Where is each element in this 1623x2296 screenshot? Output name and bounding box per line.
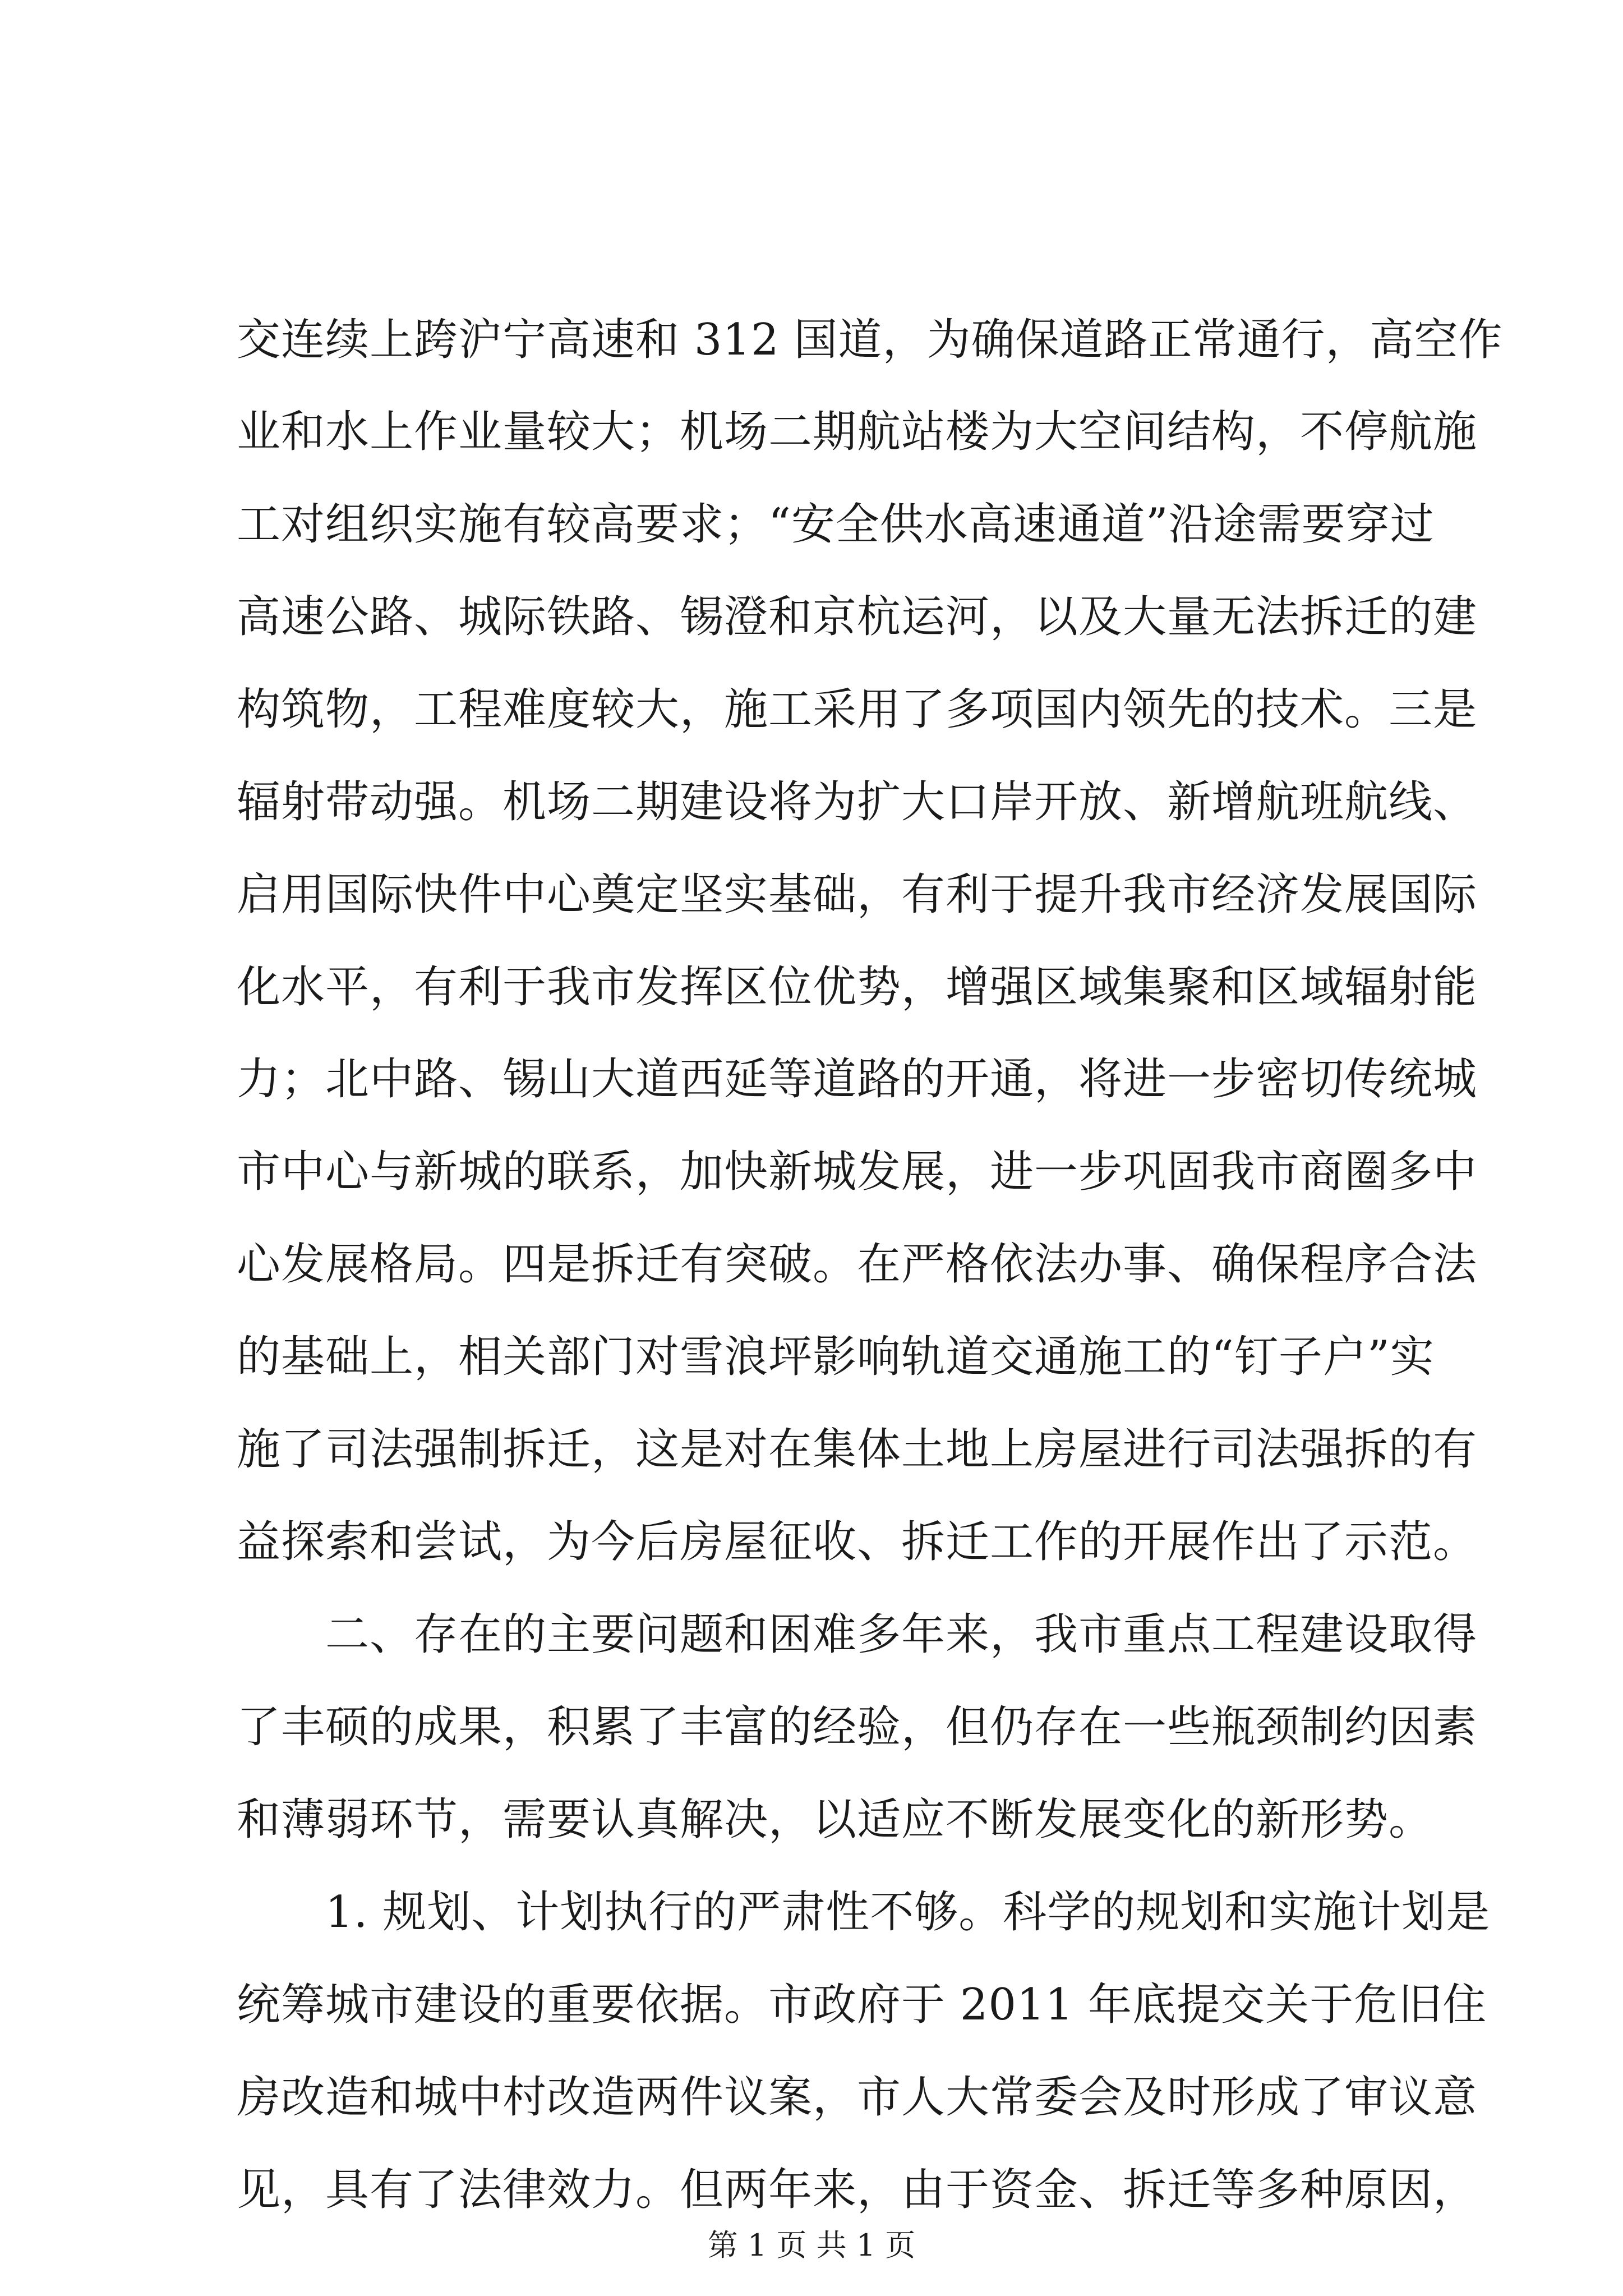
text-line: 和薄弱环节，需要认真解决，以适应不断发展变化的新形势。 bbox=[237, 1795, 1433, 1845]
text-line: 力；北中路、锡山大道西延等道路的开通，将进一步密切传统城 bbox=[237, 1054, 1478, 1105]
text-line: 启用国际快件中心奠定坚实基础，有利于提升我市经济发展国际 bbox=[237, 869, 1478, 920]
text-line: 房改造和城中村改造两件议案，市人大常委会及时形成了审议意 bbox=[237, 2072, 1478, 2123]
text-line: 二、存在的主要问题和困难多年来，我市重点工程建设取得 bbox=[237, 1609, 1478, 1660]
text-line: 心发展格局。四是拆迁有突破。在严格依法办事、确保程序合法 bbox=[237, 1239, 1478, 1290]
text-line: 工对组织实施有较高要求；“安全供水高速通道”沿途需要穿过 bbox=[237, 499, 1435, 550]
text-line: 交连续上跨沪宁高速和 312 国道，为确保道路正常通行，高空作 bbox=[237, 315, 1503, 365]
text-line: 市中心与新城的联系，加快新城发展，进一步巩固我市商圈多中 bbox=[237, 1147, 1478, 1197]
text-line: 施了司法强制拆迁，这是对在集体土地上房屋进行司法强拆的有 bbox=[237, 1424, 1478, 1475]
text-line: 高速公路、城际铁路、锡澄和京杭运河，以及大量无法拆迁的建 bbox=[237, 592, 1478, 642]
text-line: 的基础上，相关部门对雪浪坪影响轨道交通施工的“钉子户”实 bbox=[237, 1332, 1435, 1382]
text-line: 益探索和尝试，为今后房屋征收、拆迁工作的开展作出了示范。 bbox=[237, 1517, 1478, 1567]
text-line: 1. 规划、计划执行的严肃性不够。科学的规划和实施计划是 bbox=[237, 1887, 1491, 1938]
text-line: 统筹城市建设的重要依据。市政府于 2011 年底提交关于危旧住 bbox=[237, 1980, 1487, 2030]
page-footer: 第 1 页 共 1 页 bbox=[707, 2228, 916, 2263]
text-line: 构筑物，工程难度较大，施工采用了多项国内领先的技术。三是 bbox=[237, 684, 1478, 735]
text-line: 业和水上作业量较大；机场二期航站楼为大空间结构，不停航施 bbox=[237, 407, 1478, 457]
text-line: 见，具有了法律效力。但两年来，由于资金、拆迁等多种原因， bbox=[237, 2165, 1478, 2215]
text-line: 了丰硕的成果，积累了丰富的经验，但仍存在一些瓶颈制约因素 bbox=[237, 1702, 1478, 1752]
text-line: 化水平，有利于我市发挥区位优势，增强区域集聚和区域辐射能 bbox=[237, 962, 1478, 1013]
text-line: 辐射带动强。机场二期建设将为扩大口岸开放、新增航班航线、 bbox=[237, 777, 1478, 827]
